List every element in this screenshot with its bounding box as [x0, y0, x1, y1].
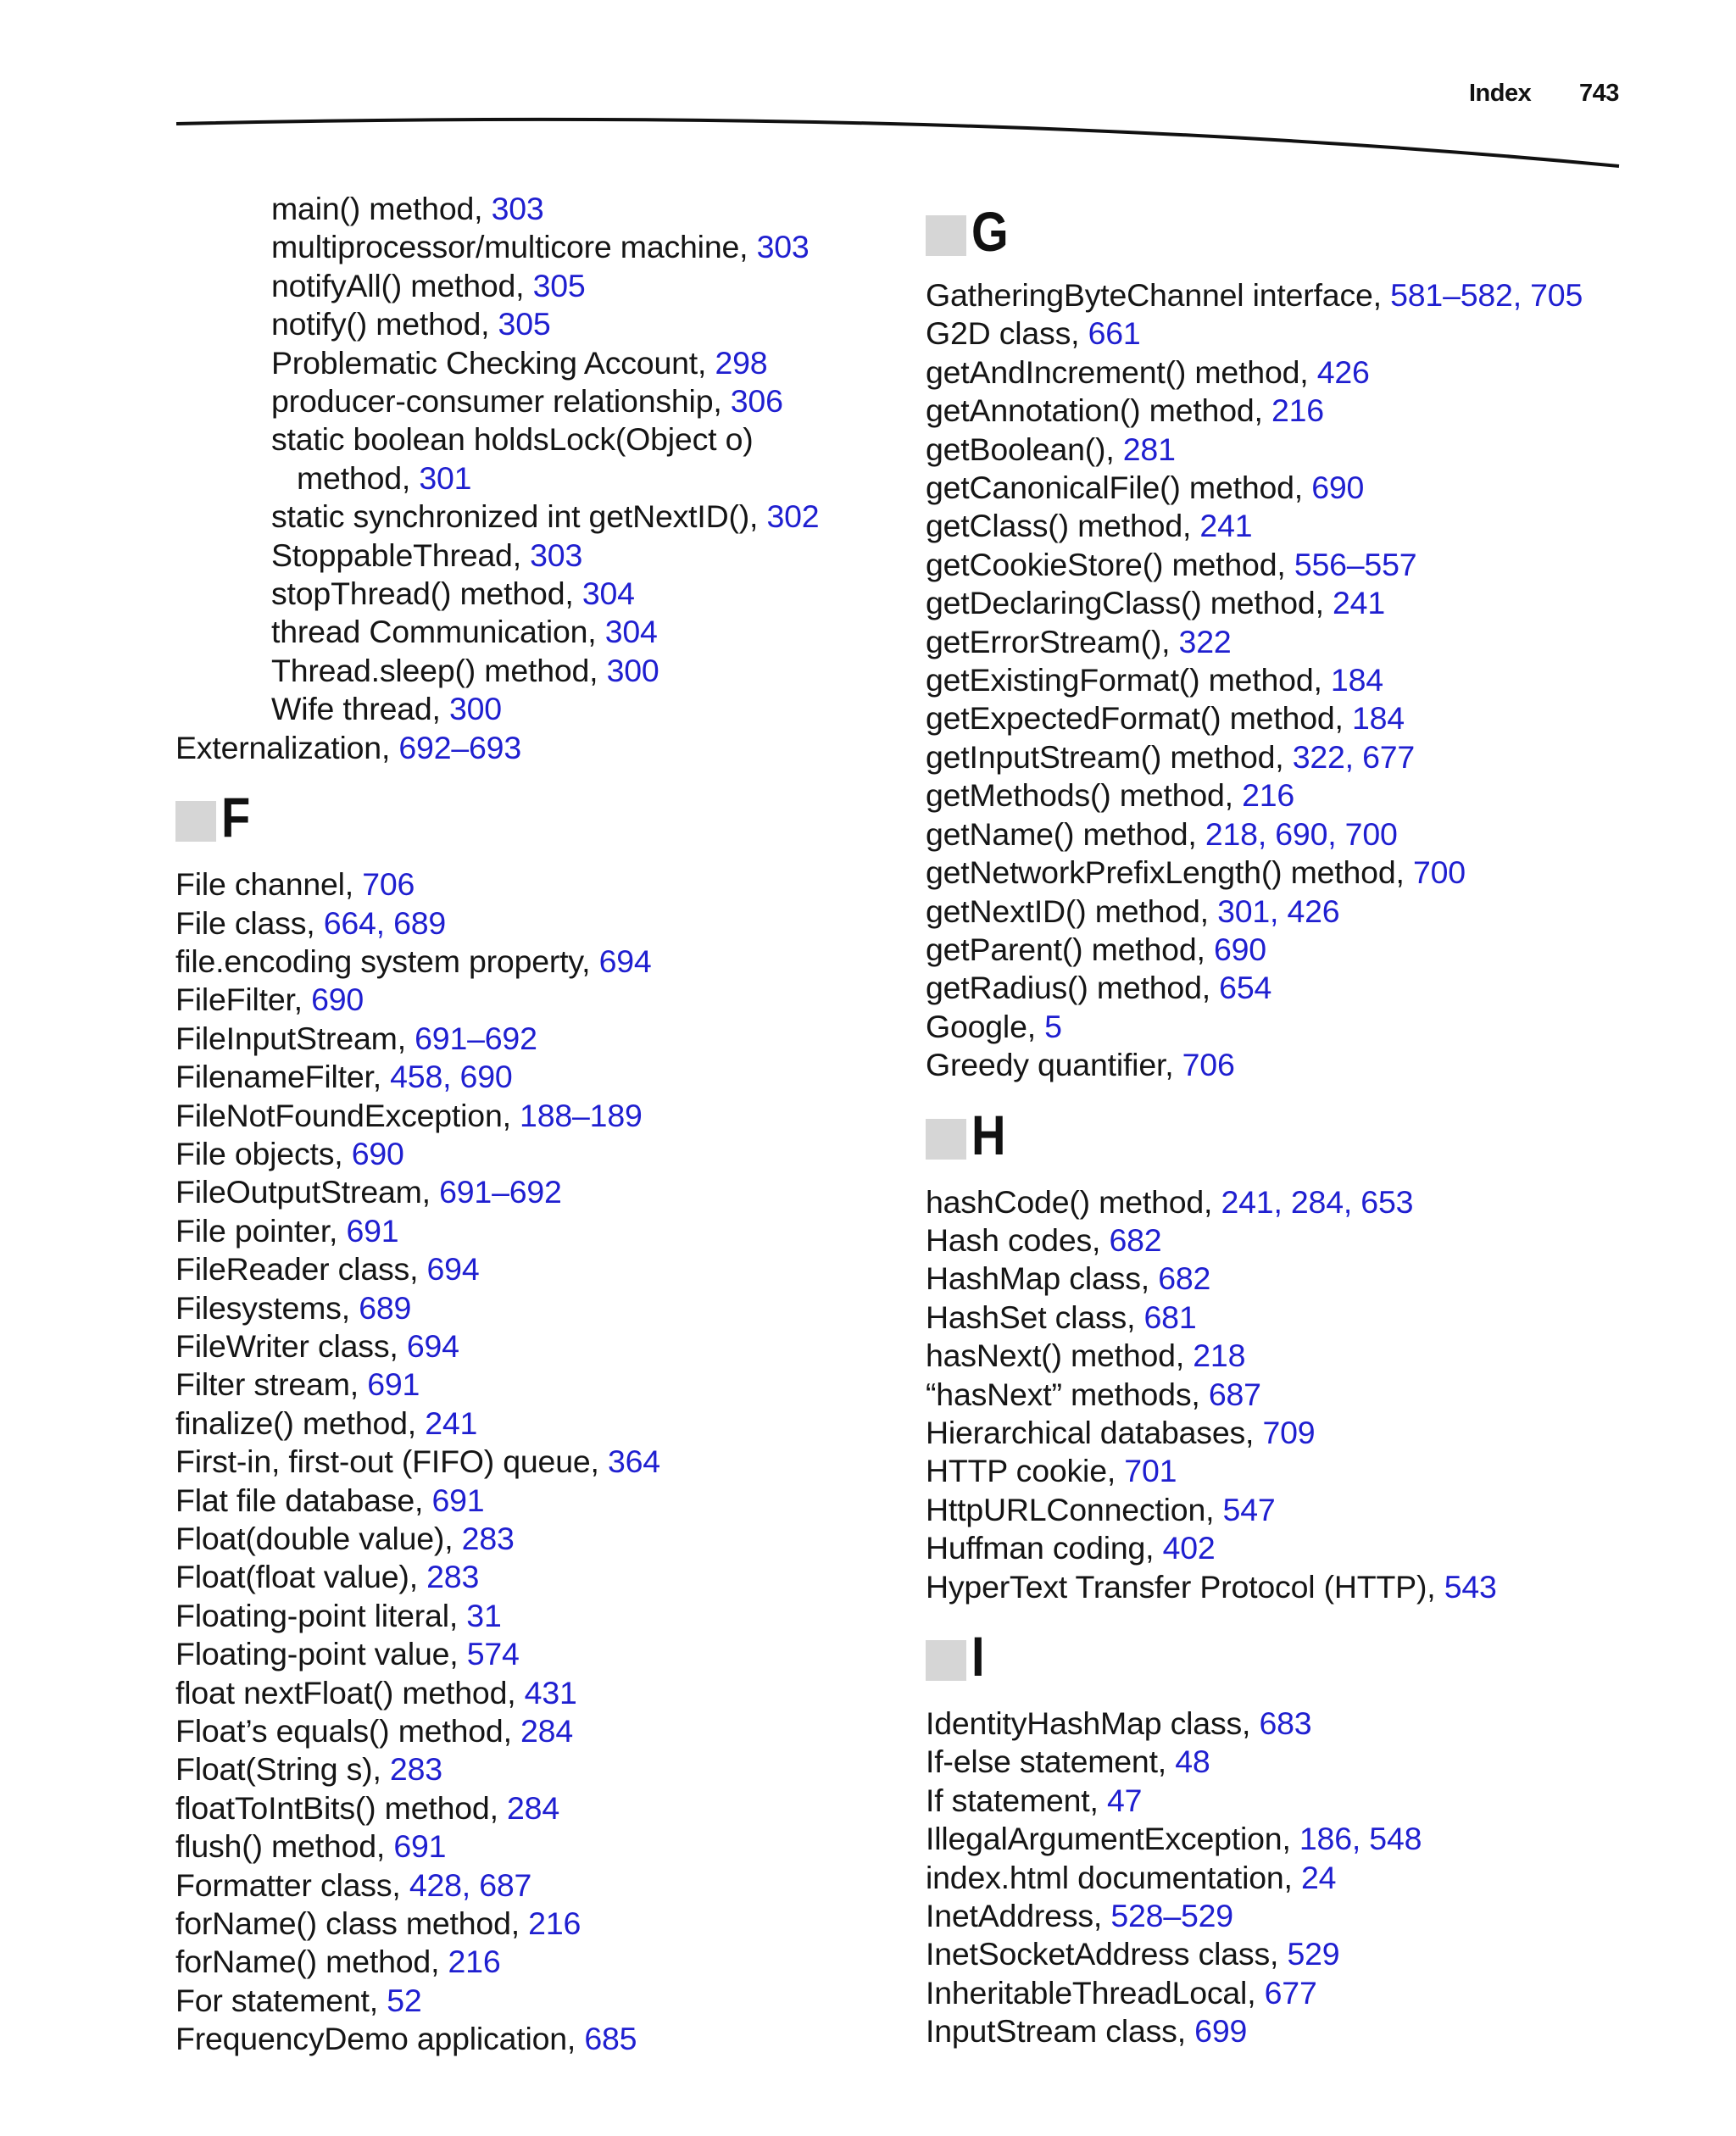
entry-term: getAnnotation() method,: [926, 392, 1271, 429]
entry-term: Flat file database,: [175, 1482, 432, 1518]
entry-term: static synchronized int getNextID(),: [271, 498, 767, 535]
page-link[interactable]: 301, 426: [1217, 893, 1340, 929]
section-heading-g: [926, 200, 1689, 263]
entry-term: File pointer,: [175, 1212, 347, 1249]
index-entry: [926, 392, 1689, 430]
index-entry: [926, 969, 1689, 1007]
page-link[interactable]: 691–692: [439, 1174, 562, 1210]
entry-term: getExpectedFormat() method,: [926, 700, 1352, 737]
page-link[interactable]: 683: [1259, 1705, 1312, 1741]
entry-term: file.encoding system property,: [175, 943, 599, 979]
index-entry: [926, 1529, 1689, 1567]
index-entry: [926, 1221, 1689, 1260]
entry-term: hasNext() method,: [926, 1338, 1194, 1374]
page-link[interactable]: 682: [1109, 1221, 1162, 1258]
index-entry: [926, 776, 1689, 815]
index-entry: [175, 1405, 862, 1443]
page-link[interactable]: 305: [532, 267, 586, 303]
page-link[interactable]: 241, 284, 653: [1221, 1183, 1414, 1220]
entry-term: InetSocketAddress class,: [926, 1936, 1288, 1972]
page-link[interactable]: 5: [1044, 1008, 1062, 1044]
index-entry: [175, 1905, 862, 1943]
entry-term: getErrorStream(),: [926, 623, 1179, 659]
index-entry: [175, 1366, 862, 1404]
entry-term: HashMap class,: [926, 1260, 1159, 1297]
page-link[interactable]: 706: [362, 866, 415, 903]
page-link[interactable]: 428, 687: [409, 1866, 532, 1903]
page-link[interactable]: 218: [1193, 1338, 1246, 1374]
entry-term: Floating-point value,: [175, 1636, 467, 1672]
page-link[interactable]: 184: [1351, 700, 1405, 737]
page-link[interactable]: 458, 690: [390, 1059, 513, 1095]
entry-term: GatheringByteChannel interface,: [926, 277, 1391, 313]
entry-term: static boolean holdsLock(Object o): [271, 421, 754, 458]
entry-term: getNetworkPrefixLength() method,: [926, 854, 1413, 891]
entry-term: getDeclaringClass() method,: [926, 585, 1333, 621]
entry-term: FrequencyDemo application,: [175, 2021, 585, 2057]
entry-term: FileWriter class,: [175, 1327, 407, 1364]
entry-term: floatToIntBits() method,: [175, 1789, 508, 1826]
index-entry: [175, 1135, 862, 1173]
page-link[interactable]: 431: [524, 1674, 577, 1710]
section-heading-i: [926, 1625, 1689, 1688]
page-link[interactable]: 216: [1271, 392, 1324, 429]
page-link[interactable]: 322, 677: [1292, 738, 1416, 775]
page-link[interactable]: 302: [766, 498, 820, 535]
entry-term: Hierarchical databases,: [926, 1414, 1263, 1450]
page-link[interactable]: 664, 689: [323, 904, 447, 941]
index-entry: [175, 1020, 862, 1058]
entry-term: getCookieStore() method,: [926, 546, 1294, 582]
page-link[interactable]: 31: [466, 1597, 502, 1633]
entry-term: method,: [297, 459, 420, 496]
page-link[interactable]: 304: [604, 614, 658, 650]
index-entry: [926, 2012, 1689, 2050]
entry-term: getAndIncrement() method,: [926, 353, 1317, 390]
index-entry: [175, 1097, 862, 1135]
index-subentry: [175, 382, 862, 420]
page-link[interactable]: 681: [1143, 1299, 1197, 1335]
page-link[interactable]: 283: [389, 1751, 442, 1788]
index-entry: [926, 931, 1689, 969]
page-link[interactable]: 685: [584, 2021, 637, 2057]
entry-term: FileInputStream,: [175, 1020, 415, 1056]
index-entry: [926, 1568, 1689, 1606]
index-entry: [175, 1982, 862, 2020]
entry-term: stopThread() method,: [271, 576, 582, 612]
index-entry: [926, 1897, 1689, 1935]
index-entry: [175, 1058, 862, 1096]
running-header-label: Index: [1469, 80, 1532, 107]
entry-term: File class,: [175, 904, 324, 941]
index-subentry: [175, 652, 862, 690]
page-link[interactable]: 24: [1300, 1859, 1337, 1895]
index-subentry: [175, 613, 862, 651]
index-entry: [926, 1376, 1689, 1414]
page-link[interactable]: 556–557: [1294, 546, 1417, 582]
entry-term: HTTP cookie,: [926, 1453, 1125, 1489]
entry-term: InetAddress,: [926, 1898, 1111, 1934]
index-entry: [926, 1046, 1689, 1084]
index-entry: [175, 1250, 862, 1288]
page-link[interactable]: 547: [1222, 1491, 1276, 1527]
index-entry: [175, 943, 862, 981]
page-link[interactable]: 216: [1242, 777, 1295, 814]
index-entry: [926, 546, 1689, 584]
page-link[interactable]: 709: [1262, 1414, 1316, 1450]
page-link[interactable]: 364: [607, 1443, 660, 1480]
index-entry: [926, 699, 1689, 737]
page-link[interactable]: 303: [491, 191, 544, 226]
index-entry: [926, 623, 1689, 661]
page-link[interactable]: 304: [581, 576, 635, 612]
entry-term: getRadius() method,: [926, 970, 1220, 1006]
page-link[interactable]: 184: [1330, 662, 1383, 698]
entry-term: HashSet class,: [926, 1299, 1144, 1335]
index-entry: [175, 1750, 862, 1788]
page-link[interactable]: 188–189: [520, 1097, 643, 1133]
page-link[interactable]: 654: [1219, 970, 1272, 1006]
index-entry: [926, 1452, 1689, 1490]
page-link[interactable]: 581–582, 705: [1390, 277, 1583, 313]
page-link[interactable]: 52: [387, 1982, 422, 2018]
entry-term: FileFilter,: [175, 982, 312, 1018]
index-subentry: [175, 344, 862, 382]
section-letter: F: [221, 786, 251, 849]
entry-term: StoppableThread,: [271, 537, 531, 573]
index-entry: [175, 1289, 862, 1327]
entry-term: Hash codes,: [926, 1221, 1110, 1258]
index-entry: [175, 2020, 862, 2058]
index-subentry: [175, 228, 862, 266]
index-entry: [175, 1558, 862, 1596]
entry-term: thread Communication,: [271, 614, 605, 650]
section-heading-f: [175, 786, 862, 849]
index-subentry: [175, 459, 862, 498]
index-entry: [926, 353, 1689, 392]
section-marker-box: [175, 801, 216, 842]
page-link[interactable]: 691: [393, 1828, 447, 1865]
index-entry: [926, 1183, 1689, 1221]
page-link[interactable]: 691: [431, 1482, 485, 1518]
entry-term: Greedy quantifier,: [926, 1047, 1182, 1083]
entry-term: getName() method,: [926, 815, 1205, 852]
index-entry: [175, 1635, 862, 1673]
index-entry: [926, 1491, 1689, 1529]
page-link[interactable]: 529: [1287, 1936, 1340, 1972]
entry-term: float nextFloat() method,: [175, 1674, 525, 1710]
entry-term: Huffman coding,: [926, 1530, 1163, 1566]
page-link[interactable]: 300: [449, 691, 502, 727]
page-link[interactable]: 690: [311, 982, 364, 1018]
index-entry: [175, 904, 862, 943]
entry-term: getNextID() method,: [926, 893, 1218, 929]
page-link[interactable]: 690: [1213, 931, 1266, 967]
page-link[interactable]: 690: [351, 1135, 404, 1171]
entry-term: “hasNext” methods,: [926, 1376, 1209, 1412]
entry-term: If statement,: [926, 1782, 1107, 1818]
index-entry: [175, 1482, 862, 1520]
page-link[interactable]: 216: [448, 1944, 501, 1980]
index-subentry: [175, 190, 862, 228]
entry-term: FilenameFilter,: [175, 1059, 391, 1095]
entry-term: producer-consumer relationship,: [271, 383, 731, 420]
page-link[interactable]: 690: [1311, 470, 1365, 506]
entry-term: hashCode() method,: [926, 1183, 1221, 1220]
index-entry: [175, 1212, 862, 1250]
page-link[interactable]: 543: [1444, 1568, 1497, 1605]
page-link[interactable]: 692–693: [398, 729, 521, 765]
index-entry: [175, 1173, 862, 1211]
index-entry: [926, 1299, 1689, 1337]
index-entry: [175, 1866, 862, 1905]
entry-term: Wife thread,: [271, 691, 449, 727]
entry-term: InheritableThreadLocal,: [926, 1974, 1265, 2011]
index-entry: [926, 893, 1689, 931]
right-column: [926, 190, 1689, 2051]
left-column: [175, 190, 862, 2059]
index-entry: [926, 854, 1689, 892]
index-subentry: [175, 498, 862, 536]
entry-term: flush() method,: [175, 1828, 394, 1865]
index-subentry: [175, 305, 862, 343]
index-entry: [926, 738, 1689, 776]
entry-term: Filesystems,: [175, 1289, 359, 1326]
index-entry: [926, 1705, 1689, 1743]
index-subentry: [175, 690, 862, 728]
page-link[interactable]: 241: [425, 1405, 478, 1441]
index-entry: [926, 1820, 1689, 1858]
page-link[interactable]: 281: [1122, 431, 1176, 467]
page-link[interactable]: 284: [507, 1789, 559, 1826]
page-link[interactable]: 691: [346, 1212, 399, 1249]
section-marker-box: [926, 1119, 966, 1160]
index-entry: [926, 314, 1689, 353]
entry-term: notifyAll() method,: [271, 267, 533, 303]
page-link[interactable]: 689: [359, 1289, 412, 1326]
section-letter: G: [971, 200, 1009, 263]
index-entry: [175, 1827, 862, 1866]
entry-term: Google,: [926, 1008, 1045, 1044]
page-link[interactable]: 661: [1088, 315, 1141, 352]
entry-term: For statement,: [175, 1982, 387, 2018]
entry-term: Float(String s),: [175, 1751, 390, 1788]
page-link[interactable]: 283: [426, 1559, 480, 1595]
entry-term: getCanonicalFile() method,: [926, 470, 1312, 506]
index-entry: [926, 1782, 1689, 1820]
entry-term: multiprocessor/multicore machine,: [271, 229, 757, 265]
index-entry: [175, 981, 862, 1019]
index-entry: [926, 276, 1689, 314]
entry-term: InputStream class,: [926, 2013, 1195, 2050]
entry-term: FileNotFoundException,: [175, 1097, 520, 1133]
entry-term: Formatter class,: [175, 1866, 409, 1903]
section-letter: H: [971, 1103, 1006, 1166]
page-link[interactable]: 682: [1158, 1260, 1211, 1297]
index-entry: [175, 1597, 862, 1635]
index-entry: [926, 1414, 1689, 1452]
section-letter: I: [971, 1625, 985, 1688]
page-link[interactable]: 322: [1178, 623, 1232, 659]
page-link[interactable]: 301: [419, 459, 472, 496]
entry-term: getClass() method,: [926, 508, 1200, 544]
entry-term: Float(double value),: [175, 1521, 462, 1556]
index-entry: [926, 1337, 1689, 1375]
entry-term: forName() class method,: [175, 1905, 529, 1942]
page-link[interactable]: 298: [715, 344, 768, 381]
index-subentry: [175, 537, 862, 575]
index-entry: [926, 1974, 1689, 2012]
entry-term: First-in, first-out (FIFO) queue,: [175, 1443, 608, 1480]
page-link[interactable]: 691–692: [415, 1020, 537, 1056]
index-entry: [926, 469, 1689, 507]
index-entry: [175, 1712, 862, 1750]
page-link[interactable]: 218, 690, 700: [1205, 815, 1398, 852]
entry-term: getExistingFormat() method,: [926, 662, 1331, 698]
entry-term: Thread.sleep() method,: [271, 652, 607, 688]
index-entry: [926, 815, 1689, 854]
entry-term: IllegalArgumentException,: [926, 1821, 1299, 1857]
page-link[interactable]: 241: [1333, 585, 1385, 621]
index-entry: [926, 1859, 1689, 1897]
index-entry: [175, 865, 862, 904]
page-link[interactable]: 528–529: [1110, 1898, 1233, 1934]
entry-term: HttpURLConnection,: [926, 1491, 1223, 1527]
index-subentry: [175, 267, 862, 305]
page-link[interactable]: 216: [528, 1905, 581, 1942]
section-heading-h: [926, 1103, 1689, 1166]
page-link[interactable]: 701: [1124, 1453, 1177, 1489]
page-link[interactable]: 700: [1412, 854, 1466, 891]
entry-term: Externalization,: [175, 729, 399, 765]
index-subentry: [175, 575, 862, 613]
index-entry: [926, 1008, 1689, 1046]
page-link[interactable]: 574: [466, 1636, 520, 1672]
section-marker-box: [926, 1640, 966, 1681]
index-subentry: [175, 420, 862, 459]
index-entry: [175, 1943, 862, 1981]
page-link[interactable]: 284: [520, 1713, 573, 1749]
index-entry: [175, 1520, 862, 1558]
entry-term: File channel,: [175, 866, 363, 903]
index-entry: [175, 729, 862, 767]
section-marker-box: [926, 215, 966, 256]
entry-term: Problematic Checking Account,: [271, 344, 715, 381]
entry-term: Float’s equals() method,: [175, 1713, 521, 1749]
entry-term: FileOutputStream,: [175, 1174, 440, 1210]
index-entry: [926, 584, 1689, 622]
page-link[interactable]: 305: [498, 306, 551, 342]
entry-term: getMethods() method,: [926, 777, 1243, 814]
page-link[interactable]: 303: [756, 229, 810, 265]
page-link[interactable]: 48: [1175, 1744, 1210, 1780]
entry-term: Float(float value),: [175, 1559, 427, 1595]
page-link[interactable]: 687: [1208, 1376, 1261, 1412]
page-link[interactable]: 241: [1199, 508, 1253, 544]
page-link[interactable]: 283: [461, 1521, 515, 1556]
index-entry: [926, 1260, 1689, 1298]
entry-term: File objects,: [175, 1135, 352, 1171]
entry-term: getBoolean(),: [926, 431, 1123, 467]
entry-term: Filter stream,: [175, 1366, 368, 1403]
page-link[interactable]: 694: [426, 1251, 480, 1288]
entry-term: IdentityHashMap class,: [926, 1705, 1260, 1741]
entry-term: If-else statement,: [926, 1744, 1176, 1780]
index-entry: [926, 1935, 1689, 1973]
index-entry: [175, 1674, 862, 1712]
page-link[interactable]: 402: [1162, 1530, 1216, 1566]
page-link[interactable]: 303: [530, 537, 583, 573]
page-link[interactable]: 47: [1106, 1782, 1143, 1818]
entry-term: main() method,: [271, 191, 492, 226]
page-link[interactable]: 694: [598, 943, 652, 979]
page-link[interactable]: 691: [367, 1366, 420, 1403]
entry-term: index.html documentation,: [926, 1859, 1301, 1895]
page-link[interactable]: 677: [1264, 1974, 1317, 2011]
entry-term: getParent() method,: [926, 931, 1214, 967]
page-link[interactable]: 306: [730, 383, 783, 420]
page-link[interactable]: 699: [1194, 2013, 1248, 2050]
entry-term: HyperText Transfer Protocol (HTTP),: [926, 1568, 1444, 1605]
entry-term: forName() method,: [175, 1944, 448, 1980]
index-entry: [926, 507, 1689, 545]
page-link[interactable]: 426: [1316, 353, 1370, 390]
entry-term: notify() method,: [271, 306, 498, 342]
index-entry: [175, 1327, 862, 1366]
index-entry: [926, 661, 1689, 699]
entry-term: finalize() method,: [175, 1405, 426, 1441]
index-entry: [926, 431, 1689, 469]
entry-term: getInputStream() method,: [926, 738, 1293, 775]
entry-term: G2D class,: [926, 315, 1088, 352]
page-link[interactable]: 706: [1182, 1047, 1235, 1083]
index-entry: [175, 1789, 862, 1827]
entry-term: FileReader class,: [175, 1251, 427, 1288]
page-link[interactable]: 300: [606, 652, 659, 688]
page-link[interactable]: 186, 548: [1299, 1821, 1422, 1857]
page-number: 743: [1579, 80, 1619, 107]
entry-term: Floating-point literal,: [175, 1597, 467, 1633]
index-entry: [175, 1443, 862, 1481]
index-entry: [926, 1743, 1689, 1781]
page-link[interactable]: 694: [406, 1327, 459, 1364]
